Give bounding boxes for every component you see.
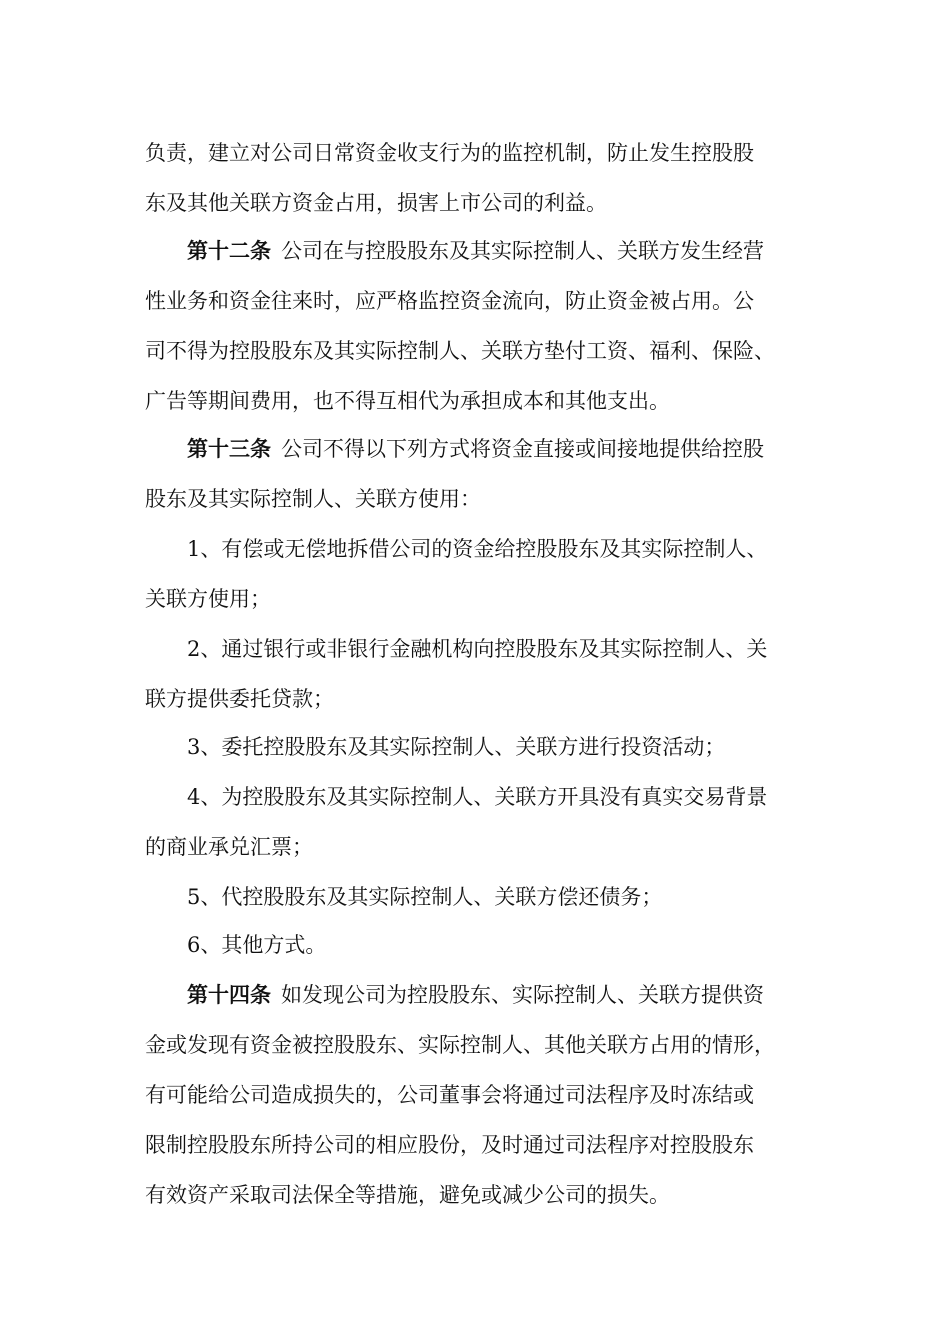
article-14-line-5: 有效资产采取司法保全等措施，避免或减少公司的损失。 xyxy=(145,1183,670,1207)
item-1-line-1: 1、有偿或无偿地拆借公司的资金给控股股东及其实际控制人、 xyxy=(187,537,768,561)
item-2-line-2: 联方提供委托贷款； xyxy=(145,687,334,711)
article-12-heading: 第十二条 xyxy=(187,238,271,263)
article-13-heading: 第十三条 xyxy=(187,436,271,461)
item-2-line-1: 2、通过银行或非银行金融机构向控股股东及其实际控制人、关 xyxy=(187,637,768,661)
item-4-line-2: 的商业承兑汇票； xyxy=(145,835,313,859)
article-12-line-2: 性业务和资金往来时，应严格监控资金流向，防止资金被占用。公 xyxy=(145,289,754,313)
article-13-line-2: 股东及其实际控制人、关联方使用： xyxy=(145,487,481,511)
article-14-line-2: 金或发现有资金被控股股东、实际控制人、其他关联方占用的情形， xyxy=(145,1033,775,1057)
article-13-first-line xyxy=(187,424,827,474)
article-12-first-line xyxy=(187,226,827,276)
item-4-line-1: 4、为控股股东及其实际控制人、关联方开具没有真实交易背景 xyxy=(187,785,768,809)
article-12-line-1: 公司在与控股股东及其实际控制人、关联方发生经营 xyxy=(281,239,764,263)
item-5-line-1: 5、代控股股东及其实际控制人、关联方偿还债务； xyxy=(187,885,663,909)
article-14-heading: 第十四条 xyxy=(187,982,271,1007)
item-1-line-2: 关联方使用； xyxy=(145,587,271,611)
article-14-line-4: 限制控股股东所持公司的相应股份，及时通过司法程序对控股股东 xyxy=(145,1133,754,1157)
item-6-line-1: 6、其他方式。 xyxy=(187,933,327,957)
article-14-line-1: 如发现公司为控股股东、实际控制人、关联方提供资 xyxy=(281,983,764,1007)
article-14-line-3: 有可能给公司造成损失的，公司董事会将通过司法程序及时冻结或 xyxy=(145,1083,754,1107)
para1-line-1: 负责，建立对公司日常资金收支行为的监控机制，防止发生控股股 xyxy=(145,141,754,165)
article-14-first-line xyxy=(187,970,827,1020)
article-13-line-1: 公司不得以下列方式将资金直接或间接地提供给控股 xyxy=(281,437,764,461)
article-12-line-3: 司不得为控股股东及其实际控制人、关联方垫付工资、福利、保险、 xyxy=(145,339,775,363)
para1-line-2: 东及其他关联方资金占用，损害上市公司的利益。 xyxy=(145,191,607,215)
item-3-line-1: 3、委托控股股东及其实际控制人、关联方进行投资活动； xyxy=(187,735,726,759)
article-12-line-4: 广告等期间费用，也不得互相代为承担成本和其他支出。 xyxy=(145,389,670,413)
